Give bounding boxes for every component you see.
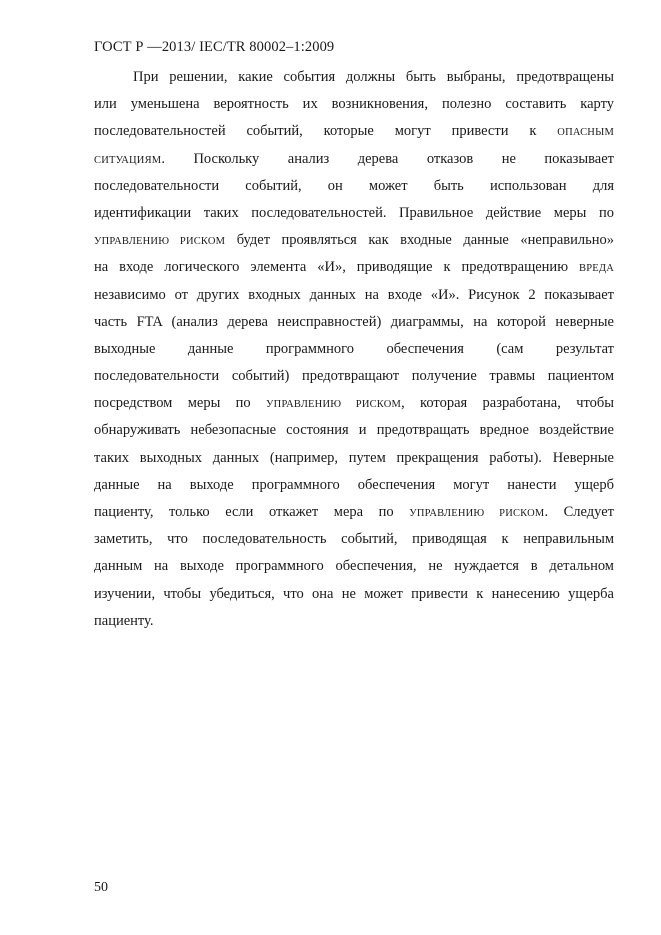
text-line xyxy=(94,390,614,417)
text-line xyxy=(94,526,614,553)
text-segment: обнаруживать небезопасные состояния и предотвращать вредное воздействие xyxy=(94,422,614,439)
term-small-caps: УПРАВЛЕНИЮ РИСКОМ xyxy=(409,508,545,519)
text-segment: . Следует xyxy=(544,504,614,520)
text-line xyxy=(94,227,614,254)
text-segment: последовательности событий) предотвращают получение травмы пациентом xyxy=(94,368,614,385)
text-line xyxy=(94,363,614,390)
text-segment: независимо от других входных данных на входе «И». Рисунок 2 показывает xyxy=(94,286,614,303)
term-small-caps: СИТУАЦИЯМ xyxy=(94,154,162,166)
term-small-caps: УПРАВЛЕНИЮ РИСКОМ xyxy=(266,399,402,411)
term-small-caps: ОПАСНЫМ xyxy=(557,127,614,139)
text-line xyxy=(94,146,614,173)
text-segment: будет проявляться как входные данные «неправильно» xyxy=(225,232,614,249)
text-line xyxy=(94,472,614,499)
term-small-caps: ВРЕДА xyxy=(578,263,614,275)
text-line xyxy=(94,499,614,526)
text-line xyxy=(94,581,614,608)
text-segment: или уменьшена вероятность их возникновения, полезно составить карту xyxy=(94,96,614,113)
page-number: 50 xyxy=(94,880,108,895)
body-paragraph xyxy=(94,64,614,635)
text-segment: данные на выходе программного обеспечения могут нанести ущерб xyxy=(94,476,614,493)
text-line xyxy=(94,553,614,580)
text-segment: , которая разработана, чтобы xyxy=(401,395,614,412)
document-header: ГОСТ Р —2013/ IEC/TR 80002–1:2009 xyxy=(94,39,335,55)
text-line xyxy=(94,445,614,472)
text-line xyxy=(94,608,614,635)
text-segment: посредством меры по xyxy=(94,395,267,412)
text-segment: изучении, чтобы убедиться, что она не может привести к нанесению ущерба xyxy=(94,585,614,602)
text-line xyxy=(94,417,614,444)
text-line xyxy=(94,64,614,91)
text-line xyxy=(94,200,614,227)
text-line xyxy=(94,336,614,363)
text-segment: часть FTA (анализ дерева неисправностей) диаграммы, на которой неверные xyxy=(94,313,614,330)
text-segment: . Поскольку анализ дерева отказов не показывает xyxy=(161,150,614,167)
text-segment: на входе логического элемента «И», приводящие к предотвращению xyxy=(94,259,579,276)
text-segment: последовательностей событий, которые могут привести к xyxy=(94,123,558,140)
text-line xyxy=(94,282,614,309)
text-segment: таких выходных данных (например, путем прекращения работы). Неверные xyxy=(94,449,614,466)
text-segment: данным на выходе программного обеспечения, не нуждается в детальном xyxy=(94,558,614,575)
text-line xyxy=(94,254,614,281)
text-line xyxy=(94,118,614,145)
text-segment: заметить, что последовательность событий, приводящая к неправильным xyxy=(94,531,614,548)
text-line xyxy=(94,91,614,118)
text-segment: последовательности событий, он может быть использован для xyxy=(94,177,614,194)
text-segment: пациенту. xyxy=(94,612,154,629)
text-segment: идентификации таких последовательностей. Правильное действие меры по xyxy=(94,204,614,221)
text-segment: выходные данные программного обеспечения (сам результат xyxy=(94,340,614,357)
text-line xyxy=(94,309,614,336)
text-line xyxy=(94,173,614,200)
term-small-caps: УПРАВЛЕНИЮ РИСКОМ xyxy=(94,236,226,248)
text-segment: При решении, какие события должны быть выбраны, предотвращены xyxy=(133,69,614,85)
text-segment: пациенту, только если откажет мера по xyxy=(94,504,410,520)
